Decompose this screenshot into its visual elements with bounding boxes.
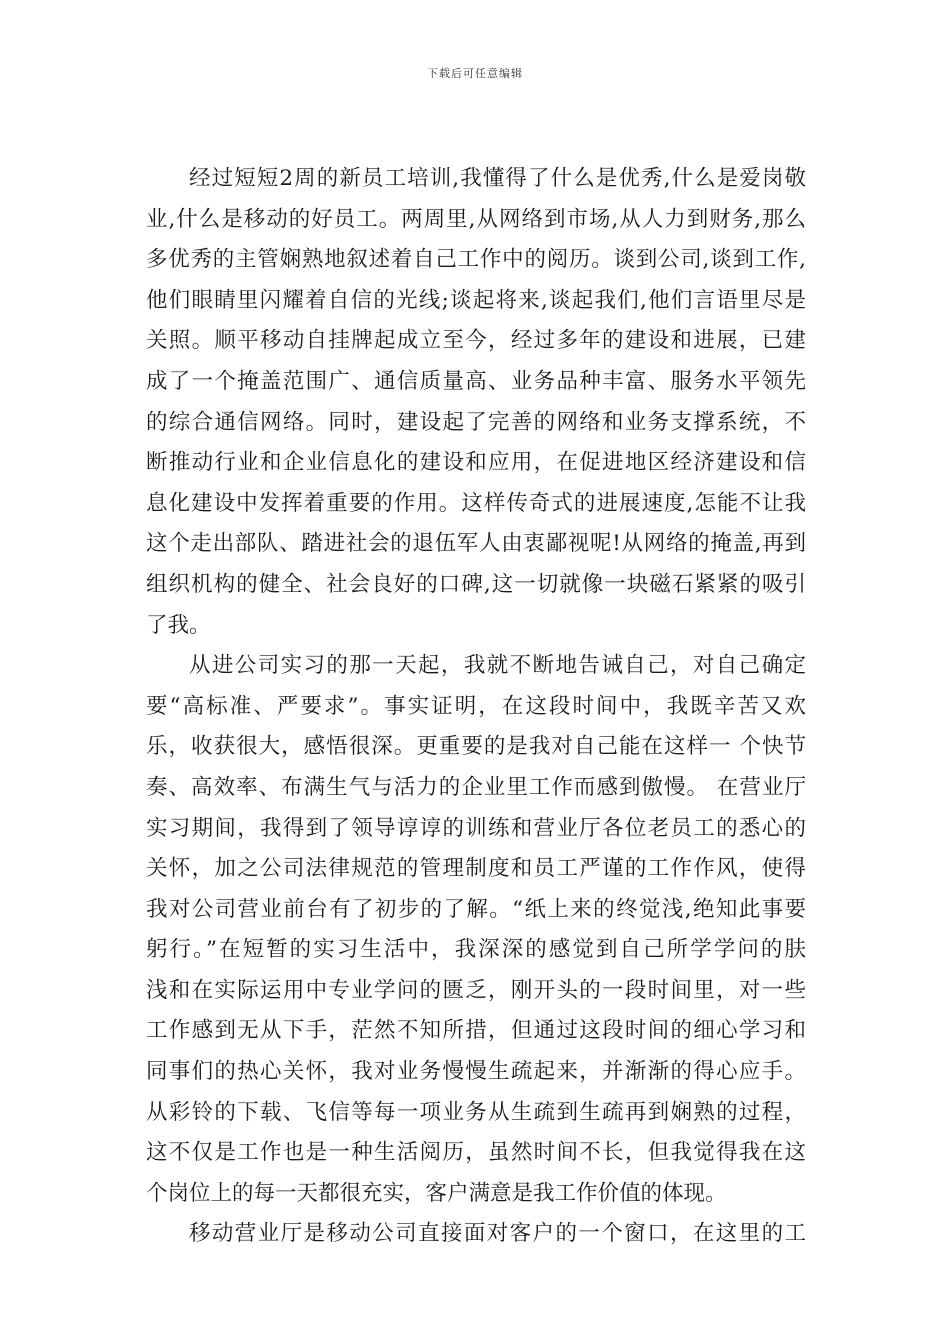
text-line: 同事们的热心关怀，我对业务慢慢生疏起来，并渐渐的得心应手。 [146,1059,806,1085]
paragraph-1 [146,159,806,646]
text-line: 实习期间，我得到了领导谆谆的训练和营业厅各位老员工的悉心的 [146,815,806,841]
page-header: 下载后可任意编辑 [427,67,523,80]
text-line: 关怀，加之公司法律规范的管理制度和员工严谨的工作作风，使得 [146,856,806,882]
text-line: 组织机构的健全、社会良好的口碑,这一切就像一块磁石紧紧的吸引 [146,571,806,597]
text-line: 我对公司营业前台有了初步的了解。“纸上来的终觉浅,绝知此事要 [146,896,806,922]
text-line: 躬行。”在短暂的实习生活中，我深深的感觉到自己所学学问的肤 [146,937,806,963]
text-line: 乐，收获很大，感悟很深。更重要的是我对自己能在这样一 个快节 [146,734,806,760]
text-line: 要“高标准、严要求”。事实证明，在这段时间中，我既辛苦又欢 [146,693,806,719]
text-line: 了我。 [146,612,211,638]
text-line: 他们眼睛里闪耀着自信的光线;谈起将来,谈起我们,他们言语里尽是 [146,287,806,313]
text-line: 从进公司实习的那一天起，我就不断地告诫自己，对自己确定 [189,653,806,679]
text-line: 浅和在实际运用中专业学问的匮乏，刚开头的一段时间里，对一些 [146,977,806,1003]
text-line: 关照。顺平移动自挂牌起成立至今，经过多年的建设和进展，已建 [146,328,806,354]
text-line: 的综合通信网络。同时，建设起了完善的网络和业务支撑系统，不 [146,409,806,435]
text-line: 经过短短2周的新员工培训,我懂得了什么是优秀,什么是爱岗敬 [189,166,806,191]
paragraph-3 [146,1214,806,1255]
text-line: 这个走出部队、踏进社会的退伍军人由衷鄙视呢!从网络的掩盖,再到 [146,531,806,557]
text-line: 工作感到无从下手，茫然不知所措，但通过这段时间的细心学习和 [146,1018,806,1044]
text-line: 奏、高效率、布满生气与活力的企业里工作而感到傲慢。 在营业厅 [146,774,806,800]
text-line: 断推动行业和企业信息化的建设和应用，在促进地区经济建设和信 [146,450,806,476]
text-line: 个岗位上的每一天都很充实，客户满意是我工作价值的体现。 [146,1180,727,1206]
text-line: 从彩铃的下载、飞信等每一项业务从生疏到生疏再到娴熟的过程， [146,1099,806,1125]
text-line: 这不仅是工作也是一种生活阅历，虽然时间不长，但我觉得我在这 [146,1140,806,1166]
text-line: 移动营业厅是移动公司直接面对客户的一个窗口，在这里的工 [189,1221,806,1247]
paragraph-2 [146,646,806,1214]
text-line: 息化建设中发挥着重要的作用。这样传奇式的进展速度,怎能不让我 [146,490,806,516]
text-line: 业,什么是移动的好员工。两周里,从网络到市场,从人力到财务,那么 [146,206,806,232]
text-line: 成了一个掩盖范围广、通信质量高、业务品种丰富、服务水平领先 [146,368,806,394]
document-body [146,159,806,1255]
text-line: 多优秀的主管娴熟地叙述着自己工作中的阅历。谈到公司,谈到工作, [146,247,806,273]
